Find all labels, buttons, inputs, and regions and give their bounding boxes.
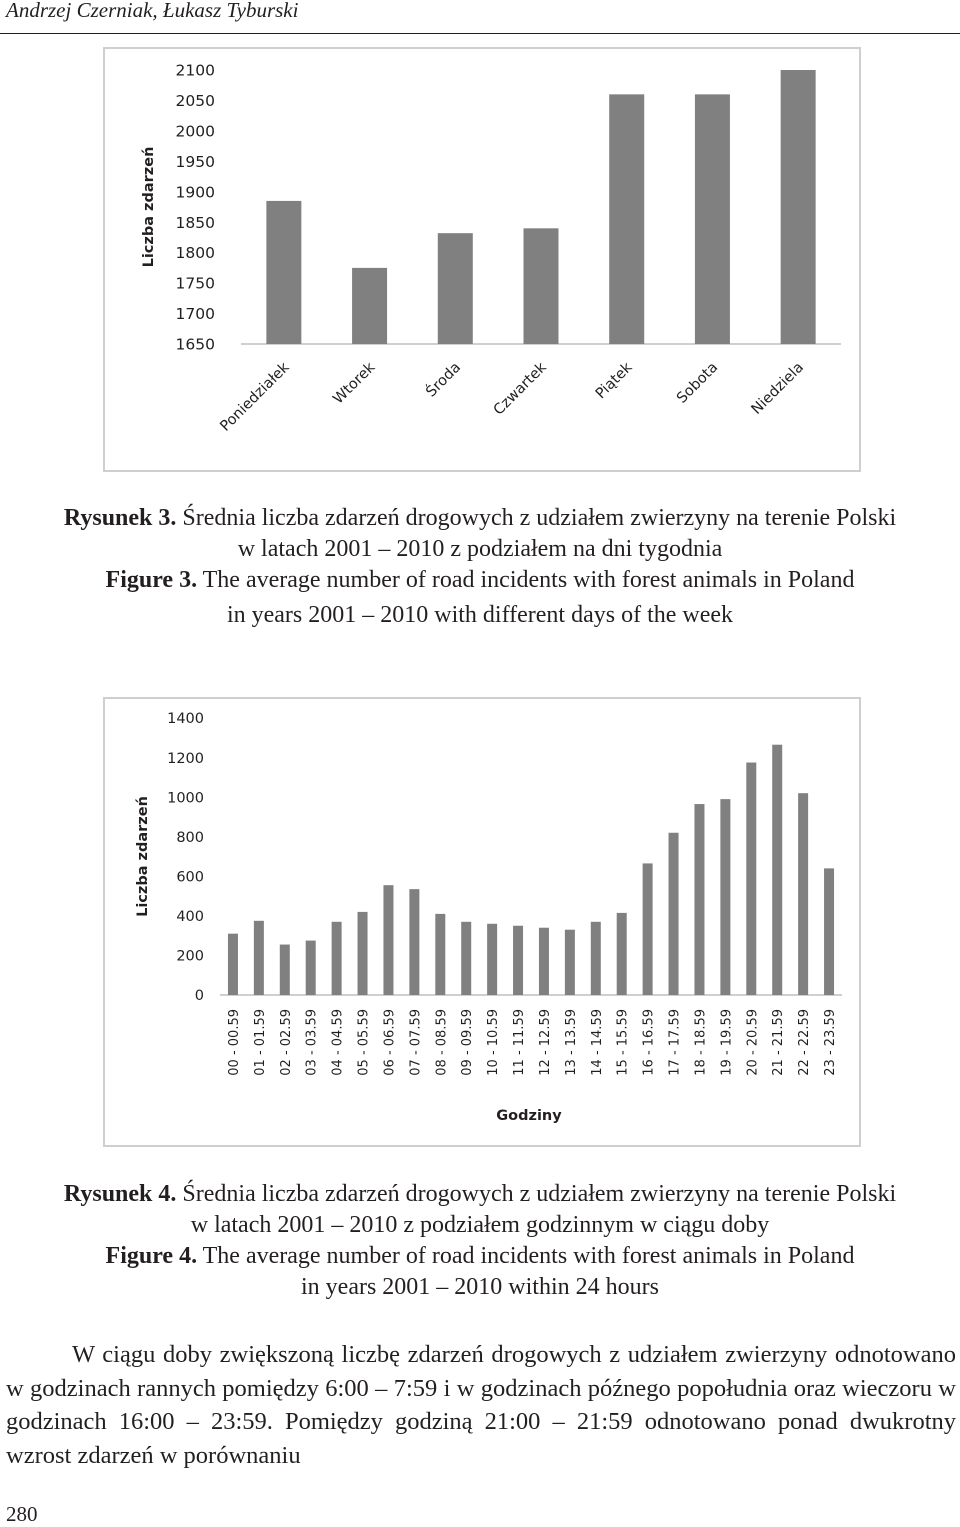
figure4-text-en-1: The average number of road incidents with forest animals in Poland (197, 1243, 855, 1269)
hours-chart-bar-7 (383, 885, 393, 995)
figure3-label-pl: Rysunek 3. (63, 505, 177, 531)
hours-chart-bar-16 (617, 913, 627, 995)
hours-chart-bar-22 (772, 745, 782, 995)
days-chart-bar-7 (781, 70, 816, 344)
hours-chart-category-label: 09 - 09.59 (460, 1009, 476, 1076)
hours-chart-bar-14 (565, 930, 575, 995)
days-chart-y-tick-label: 2050 (175, 92, 215, 111)
chart-hours-svg (105, 699, 859, 1145)
hours-chart-category-label: 11 - 11.59 (512, 1009, 528, 1076)
days-chart-y-tick-label: 1850 (175, 213, 215, 232)
figure3-caption-en-line2: in years 2001 – 2010 with different days of the week (226, 602, 734, 628)
days-chart-y-tick-label: 2000 (175, 122, 215, 141)
hours-chart-bar-3 (280, 945, 290, 995)
hours-chart-bar-5 (332, 922, 342, 995)
hours-chart-category-label: 16 - 16.59 (641, 1009, 657, 1076)
hours-chart-category-label: 18 - 18.59 (693, 1009, 709, 1076)
hours-chart-bar-21 (746, 763, 756, 995)
days-chart-category-label: Czwartek (490, 359, 550, 419)
days-chart-bar-2 (352, 268, 387, 344)
figure4-label-pl: Rysunek 4. (63, 1181, 177, 1207)
hours-chart-category-label: 05 - 05.59 (356, 1009, 372, 1076)
hours-chart-y-tick-label: 200 (176, 948, 204, 965)
figure3-text-pl-1: Średnia liczba zdarzeń drogowych z udziałem zwierzyny na terenie Polski (176, 505, 897, 531)
chart-hours (103, 697, 861, 1147)
days-chart-category-label: Wtorek (330, 359, 379, 408)
days-chart-category-label: Niedziela (748, 359, 807, 418)
figure3-caption-pl-line2: w latach 2001 – 2010 z podziałem na dni tygodnia (237, 536, 723, 562)
figure3-caption-pl-line1 (0, 503, 960, 534)
hours-chart-y-tick-label: 1000 (167, 790, 204, 807)
figure4-caption-en-line1 (0, 1241, 960, 1272)
running-header: Andrzej Czerniak, Łukasz Tyburski (6, 0, 299, 22)
hours-chart-y-axis-title: Liczba zdarzeń (135, 796, 151, 917)
figure4-caption-pl-line1 (0, 1179, 960, 1210)
hours-chart-category-label: 15 - 15.59 (615, 1009, 631, 1076)
hours-chart-bar-1 (228, 934, 238, 995)
hours-chart-category-label: 22 - 22.59 (797, 1009, 813, 1076)
hours-chart-bar-4 (306, 941, 316, 995)
hours-chart-bar-24 (824, 868, 834, 995)
hours-chart-bar-10 (461, 922, 471, 995)
hours-chart-category-label: 14 - 14.59 (589, 1009, 605, 1076)
hours-chart-category-label: 13 - 13.59 (563, 1009, 579, 1076)
days-chart-y-tick-label: 1650 (175, 335, 215, 354)
hours-chart-bar-9 (435, 914, 445, 995)
hours-chart-y-tick-label: 0 (194, 988, 204, 1005)
hours-chart-y-tick-label: 600 (176, 869, 204, 886)
hours-chart-bar-2 (254, 921, 264, 995)
chart-days-of-week-svg (105, 49, 859, 470)
hours-chart-category-label: 12 - 12.59 (537, 1009, 553, 1076)
hours-chart-y-tick-label: 800 (176, 829, 204, 846)
header-rule (0, 33, 960, 34)
figure4-caption (0, 1179, 960, 1303)
days-chart-category-label: Piątek (592, 359, 636, 403)
hours-chart-category-label: 17 - 17.59 (667, 1009, 683, 1076)
hours-chart-category-label: 01 - 01.59 (252, 1009, 268, 1076)
hours-chart-category-label: 20 - 20.59 (745, 1009, 761, 1076)
hours-chart-bar-17 (643, 863, 653, 995)
hours-chart-bar-6 (358, 912, 368, 995)
days-chart-bar-6 (695, 94, 730, 344)
hours-chart-category-label: 10 - 10.59 (486, 1009, 502, 1076)
hours-chart-category-label: 06 - 06.59 (382, 1009, 398, 1076)
hours-chart-category-label: 07 - 07.59 (408, 1009, 424, 1076)
days-chart-category-label: Środa (423, 359, 465, 401)
hours-chart-y-tick-label: 400 (176, 909, 204, 926)
days-chart-category-label: Sobota (674, 359, 722, 407)
hours-chart-bar-12 (513, 926, 523, 995)
hours-chart-category-label: 00 - 00.59 (226, 1009, 242, 1076)
hours-chart-category-label: 21 - 21.59 (771, 1009, 787, 1076)
hours-chart-category-label: 19 - 19.59 (719, 1009, 735, 1076)
hours-chart-category-label: 02 - 02.59 (278, 1009, 294, 1076)
hours-chart-bar-18 (669, 833, 679, 995)
figure3-caption (0, 503, 960, 631)
days-chart-bar-5 (609, 94, 644, 344)
hours-chart-bar-20 (720, 799, 730, 995)
hours-chart-category-label: 03 - 03.59 (304, 1009, 320, 1076)
hours-chart-bar-11 (487, 924, 497, 995)
days-chart-bar-3 (438, 233, 473, 344)
chart-days-of-week (103, 47, 861, 472)
body-paragraph (6, 1338, 956, 1472)
figure4-caption-en-line2: in years 2001 – 2010 within 24 hours (301, 1274, 659, 1300)
hours-chart-category-label: 23 - 23.59 (823, 1009, 839, 1076)
hours-chart-y-tick-label: 1200 (167, 750, 204, 767)
figure4-caption-pl-line2: w latach 2001 – 2010 z podziałem godzinnym w ciągu doby (190, 1212, 770, 1238)
days-chart-bar-1 (266, 201, 301, 344)
hours-chart-category-label: 08 - 08.59 (434, 1009, 450, 1076)
body-paragraph-text: W ciągu doby zwiększoną liczbę zdarzeń drogowych z udziałem zwierzyny odnotowano w godzinach rannych pomiędzy 6:00 – 7:59 i w godzinach późnego popołudnia oraz wieczoru w godzinach 16:00 – 23:59. Pomiędzy godziną 21:00 – 21:59 odnotowano ponad dwukrotny wzrost zdarzeń w porównaniu (6, 1341, 956, 1469)
figure3-caption-en-line1 (0, 565, 960, 596)
page-number: 280 (6, 1502, 38, 1526)
figure3-label-en: Figure 3. (105, 567, 198, 593)
hours-chart-bar-13 (539, 928, 549, 995)
hours-chart-y-tick-label: 1400 (167, 711, 204, 728)
hours-chart-x-axis-title: Godziny (496, 1108, 562, 1124)
figure4-text-pl-1: Średnia liczba zdarzeń drogowych z udziałem zwierzyny na terenie Polski (176, 1181, 897, 1207)
days-chart-bar-4 (524, 228, 559, 344)
days-chart-y-tick-label: 2100 (175, 61, 215, 80)
figure4-label-en: Figure 4. (105, 1243, 198, 1269)
hours-chart-bar-19 (694, 804, 704, 995)
days-chart-y-tick-label: 1750 (175, 274, 215, 293)
figure3-text-en-1: The average number of road incidents with forest animals in Poland (197, 567, 855, 593)
days-chart-y-tick-label: 1900 (175, 183, 215, 202)
hours-chart-bar-23 (798, 793, 808, 995)
hours-chart-bar-15 (591, 922, 601, 995)
days-chart-category-label: Poniedziałek (217, 359, 293, 435)
days-chart-y-tick-label: 1950 (175, 152, 215, 171)
days-chart-y-axis-title: Liczba zdarzeń (141, 146, 157, 268)
hours-chart-category-label: 04 - 04.59 (330, 1009, 346, 1076)
days-chart-y-tick-label: 1700 (175, 305, 215, 324)
hours-chart-bar-8 (409, 889, 419, 995)
days-chart-y-tick-label: 1800 (175, 244, 215, 263)
